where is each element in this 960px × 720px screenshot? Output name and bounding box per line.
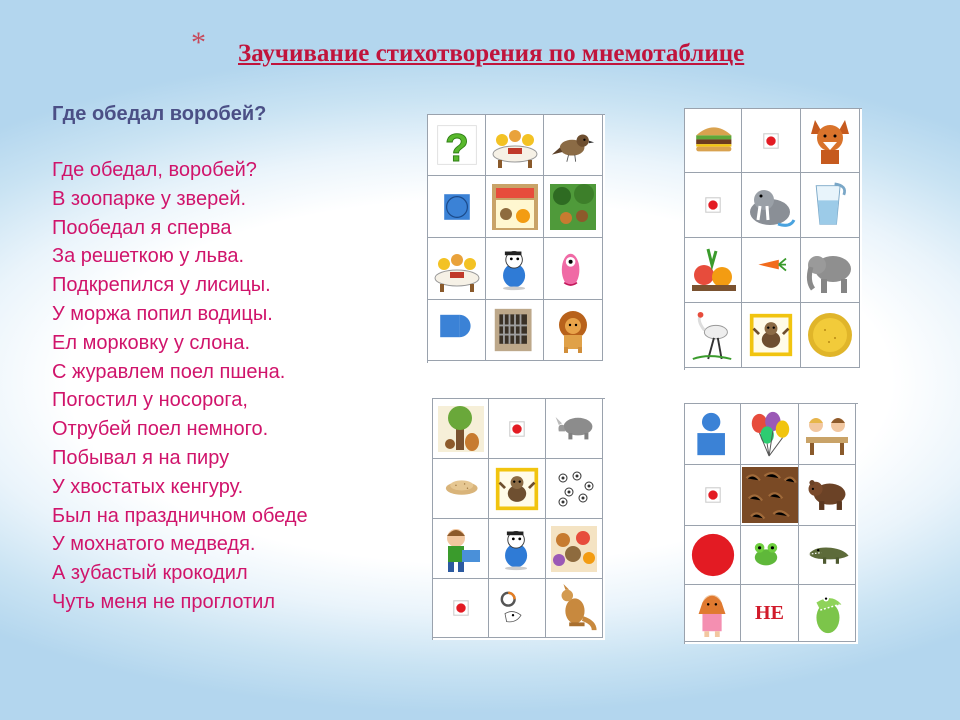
table-cell: [544, 300, 603, 361]
table-cell: [742, 109, 801, 173]
fur-icon: [742, 467, 798, 523]
sparrow-framed-icon: [494, 466, 540, 512]
table-cell: [685, 585, 741, 642]
small-dots-icon: [549, 464, 599, 514]
table-cell: [685, 173, 742, 238]
mnemo-table-2: [684, 108, 862, 370]
poem-line: У мохнатого медведя.: [52, 533, 256, 556]
poem-line: Ел морковку у слона.: [52, 331, 251, 354]
mnemo-table-3: [432, 398, 605, 640]
table-cell: [486, 300, 544, 361]
poem-line: Отрубей поел немного.: [52, 418, 269, 441]
table-cell: [801, 109, 860, 173]
millet-plate-icon: [805, 310, 855, 360]
rhino-icon: [548, 409, 600, 449]
table-cell: [801, 303, 860, 368]
blue-square-semicircle-icon: [432, 310, 482, 350]
table-cell: [742, 303, 801, 368]
blue-circle-square-icon: [690, 409, 736, 459]
title-bullet: *: [191, 26, 206, 59]
table-cell: [544, 176, 603, 238]
table-cell: [428, 300, 486, 361]
sparrow-eating-icon: [492, 245, 538, 293]
table-cell: [741, 465, 799, 526]
sparrow-eating-icon: [494, 525, 540, 573]
table-cell: [685, 526, 741, 585]
sparrow-icon: [546, 123, 600, 167]
cage-bars-icon: [492, 305, 538, 355]
poem-line: Подкрепился у лисицы.: [52, 274, 271, 297]
table-cell: [799, 585, 856, 642]
table-cell: [428, 115, 486, 176]
table-cell: [544, 115, 603, 176]
table-cell: [546, 399, 603, 459]
question-mark-icon: [435, 121, 479, 169]
big-red-circle-icon: [689, 531, 737, 579]
bear-icon: [801, 473, 853, 517]
child-reading-icon: [436, 524, 486, 574]
table-cell: [799, 465, 856, 526]
sparrow-framed-icon: [748, 312, 794, 358]
poem-line: Чуть меня не проглотил: [52, 590, 276, 613]
mnemo-table-4: [684, 403, 858, 644]
poem-line: Был на праздничном обеде: [52, 504, 308, 527]
pink-animal-icon: [553, 244, 593, 294]
poem-line: Погостил у носорога,: [52, 389, 248, 412]
bran-pile-icon: [435, 471, 487, 507]
table-cell: [433, 579, 489, 638]
girl-icon: [689, 588, 737, 638]
crane-bird-icon: [689, 309, 737, 361]
table-cell: [742, 173, 801, 238]
table-cell: [742, 238, 801, 303]
table-cell: [685, 465, 741, 526]
balloons-icon: [746, 409, 794, 459]
poem-line: Пообедал я сперва: [52, 216, 232, 239]
table-cell: [486, 176, 544, 238]
table-cell: [433, 459, 489, 519]
poem-line: А зубастый крокодил: [52, 562, 248, 585]
table-cell: [428, 238, 486, 300]
poem-line: Побывал я на пиру: [52, 446, 230, 469]
poem-line: Где обедал, воробей?: [52, 159, 257, 181]
fox-icon: [805, 116, 855, 166]
forest-animals-icon: [548, 182, 598, 232]
red-dot-icon: [704, 486, 722, 504]
svg-text:?: ?: [444, 126, 469, 169]
table-cell: [486, 238, 544, 300]
water-glass-icon: [807, 180, 853, 230]
feast-table-icon: [490, 120, 540, 170]
burger-icon: [687, 121, 739, 161]
red-dot-icon: [508, 420, 526, 438]
table-cell: [685, 404, 741, 465]
vegetables-icon: [687, 245, 739, 295]
animal-crowd-icon: [549, 524, 599, 574]
mnemo-table-1: [427, 114, 605, 363]
table-cell: [685, 238, 742, 303]
table-cell: [799, 526, 856, 585]
table-cell: [546, 579, 603, 638]
table-cell: [741, 585, 799, 642]
crocodile-icon: [800, 535, 854, 575]
blue-square-circle-icon: [437, 187, 477, 227]
elephant-icon: [804, 245, 856, 295]
table-cell: [685, 303, 742, 368]
squirrel-tree-icon: [436, 404, 486, 454]
table-cell: [433, 519, 489, 579]
walrus-icon: [745, 180, 797, 230]
frog-icon: [750, 535, 790, 575]
kangaroo-icon: [550, 583, 598, 633]
table-cell: [546, 519, 603, 579]
table-cell: [486, 115, 544, 176]
table-cell: [801, 238, 860, 303]
table-cell: [433, 399, 489, 459]
table-cell: [489, 519, 546, 579]
poem-line: У моржа попил водицы.: [52, 302, 273, 325]
table-cell: [685, 109, 742, 173]
table-cell: [801, 173, 860, 238]
table-cell: [741, 526, 799, 585]
table-cell: [741, 404, 799, 465]
poem-line: У хвостатых кенгуру.: [52, 475, 244, 498]
zoo-gate-icon: [490, 182, 540, 232]
red-dot-icon: [762, 132, 780, 150]
snail-tail-icon: [497, 583, 537, 633]
table-cell: [544, 238, 603, 300]
feast-table-icon: [432, 244, 482, 294]
table-cell: [799, 404, 856, 465]
poem-text: [52, 156, 308, 617]
slide-title: Заучивание стихотворения по мнемотаблице: [238, 40, 745, 67]
poem-line: С журавлем поел пшена.: [52, 360, 286, 383]
table-cell: [489, 459, 546, 519]
table-cell: [489, 399, 546, 459]
table-cell: [546, 459, 603, 519]
poem-line: За решеткою у льва.: [52, 245, 245, 268]
not-word-icon: НЕ: [755, 601, 784, 624]
table-cell: [428, 176, 486, 238]
poem-title: Где обедал воробей?: [52, 103, 267, 125]
carrot-icon: [745, 255, 797, 285]
table-cell: [489, 579, 546, 638]
red-dot-icon: [704, 196, 722, 214]
red-dot-icon: [452, 599, 470, 617]
poem-line: В зоопарке у зверей.: [52, 187, 247, 210]
crocodile-cartoon-icon: [803, 588, 851, 638]
kids-dining-icon: [802, 409, 852, 459]
lion-icon: [548, 305, 598, 355]
